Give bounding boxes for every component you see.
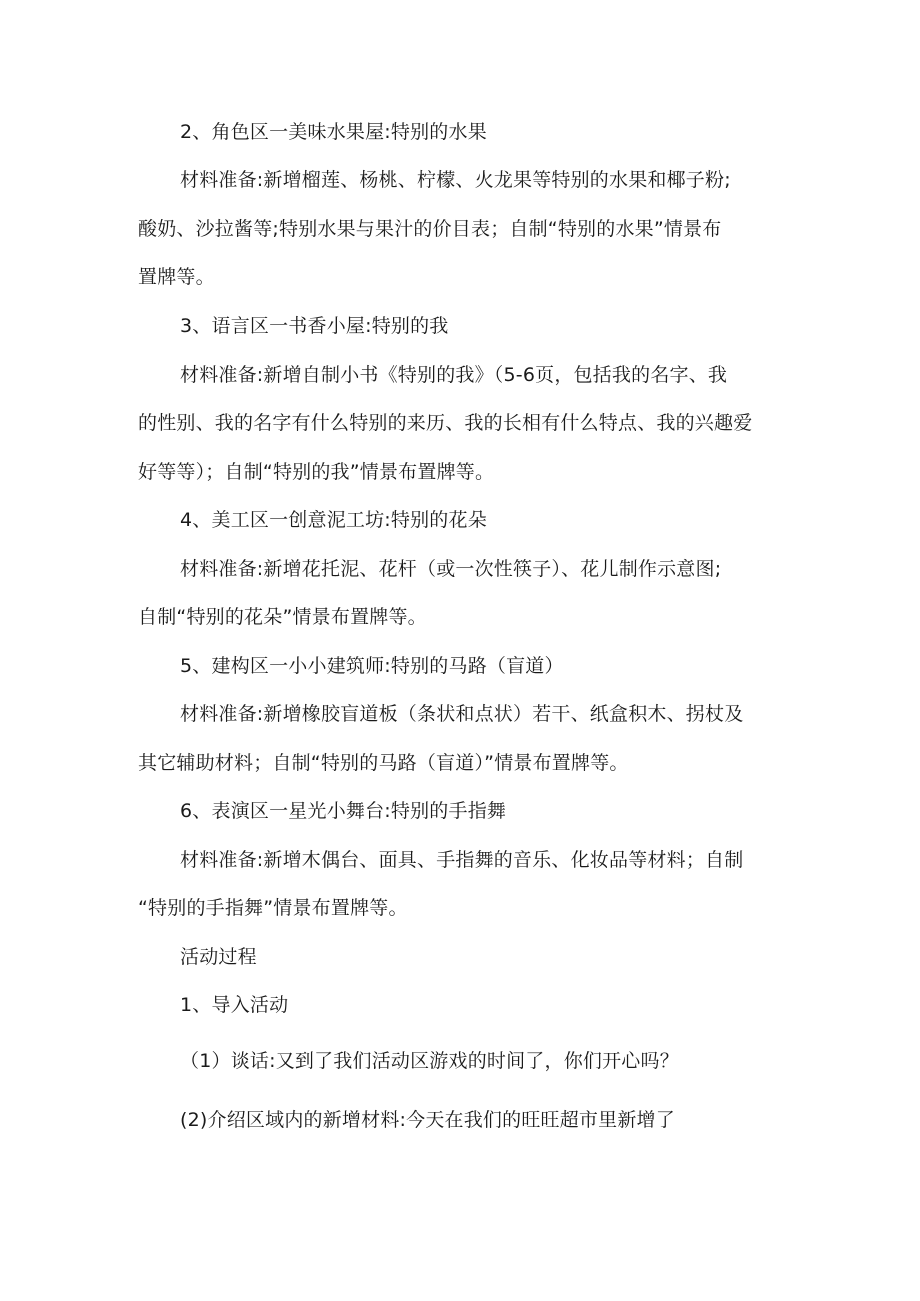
section-heading-performance-area: 6、表演区一星光小舞台:特别的手指舞: [180, 800, 507, 822]
section-heading-language-area: 3、语言区一书香小屋:特别的我: [180, 315, 449, 337]
paragraph-fruit-materials-end: 置牌等。: [138, 266, 215, 288]
paragraph-dance-materials-end: “特别的手指舞”情景布置牌等。: [138, 897, 408, 919]
section-heading-construction-area: 5、建构区一小小建筑师:特别的马路（盲道）: [180, 655, 564, 677]
section-heading-art-area: 4、美工区一创意泥工坊:特别的花朵: [180, 509, 487, 531]
paragraph-dance-materials: 材料准备:新增木偶台、面具、手指舞的音乐、化妆品等材料；自制: [180, 849, 744, 871]
paragraph-book-materials-end: 好等等）；自制“特别的我”情景布置牌等。: [138, 461, 495, 483]
paragraph-flower-materials: 材料准备:新增花托泥、花杆（或一次性筷子）、花儿制作示意图;: [180, 558, 722, 580]
paragraph-fruit-materials-cont: 酸奶、沙拉酱等;特别水果与果汁的价目表；自制“特别的水果”情景布: [138, 218, 722, 240]
paragraph-new-materials-intro: (2)介绍区域内的新增材料:今天在我们的旺旺超市里新增了: [180, 1109, 675, 1131]
paragraph-conversation: （1）谈话:又到了我们活动区游戏的时间了，你们开心吗？: [180, 1050, 679, 1072]
paragraph-book-materials: 材料准备:新增自制小书《特别的我》（5-6页，包括我的名字、我: [180, 364, 728, 386]
section-heading-role-area: 2、角色区一美味水果屋:特别的水果: [180, 121, 487, 143]
section-heading-activity-process: 活动过程: [180, 946, 257, 968]
paragraph-road-materials: 材料准备:新增橡胶盲道板（条状和点状）若干、纸盒积木、拐杖及: [180, 703, 744, 725]
paragraph-fruit-materials: 材料准备:新增榴莲、杨桃、柠檬、火龙果等特别的水果和椰子粉;: [180, 169, 731, 191]
subheading-introduction: 1、导入活动: [180, 994, 289, 1016]
paragraph-book-materials-cont: 的性别、我的名字有什么特别的来历、我的长相有什么特点、我的兴趣爱: [138, 412, 753, 434]
paragraph-flower-materials-end: 自制“特别的花朵”情景布置牌等。: [138, 606, 427, 628]
paragraph-road-materials-end: 其它辅助材料；自制“特别的马路（盲道）”情景布置牌等。: [138, 752, 629, 774]
